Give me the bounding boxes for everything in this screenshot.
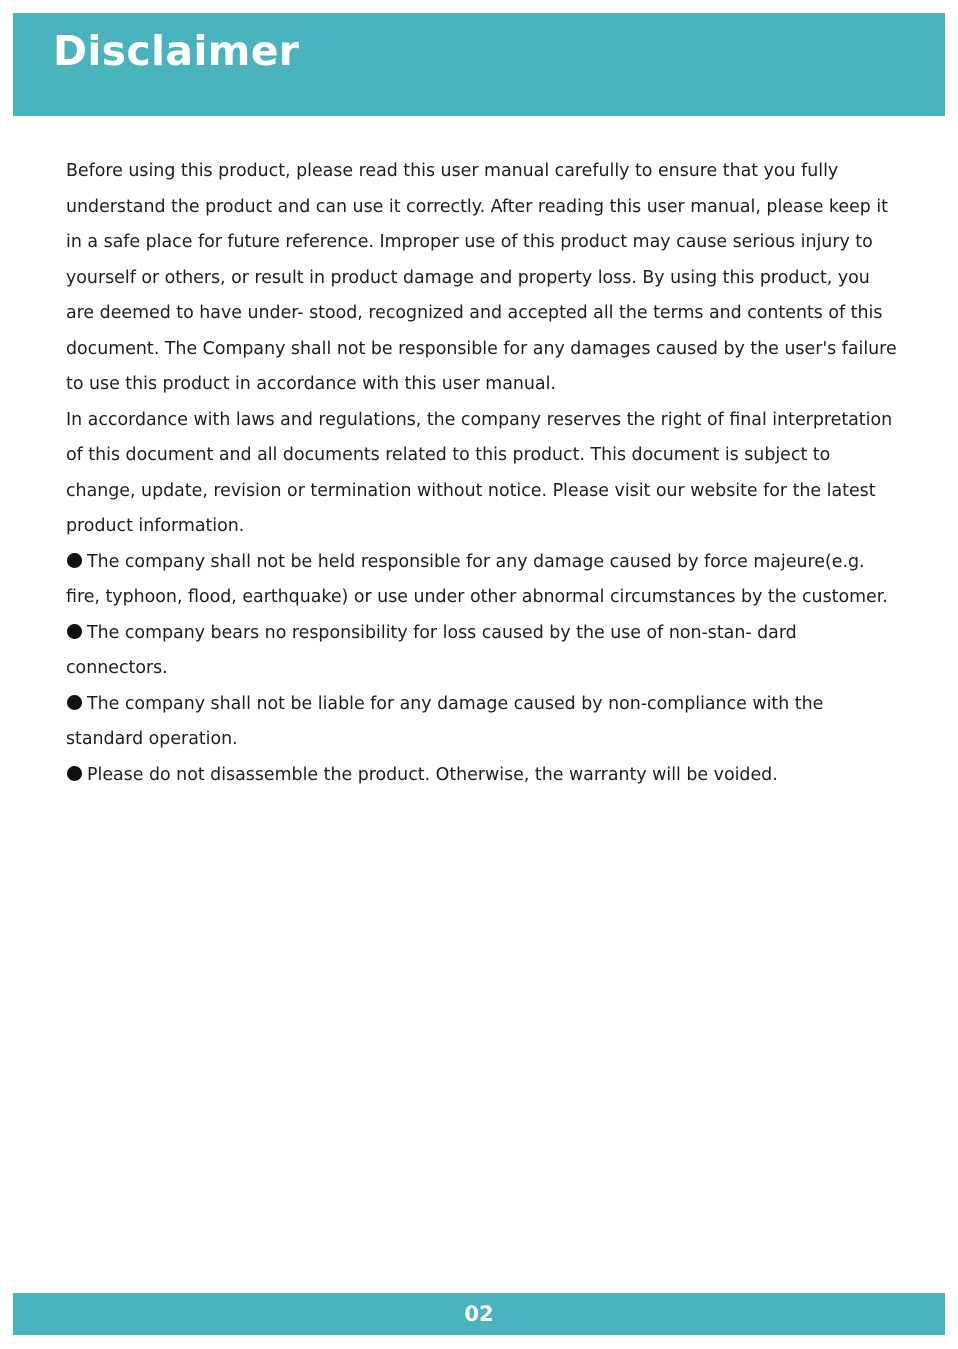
footer-band xyxy=(13,1293,945,1335)
disclaimer-body xyxy=(66,154,902,793)
bullet-text: The company shall not be held responsible for any damage caused by force majeure(e.g. fire, typhoon, flood, earthquake) or use under other abnormal circumstances by the customer. xyxy=(66,551,888,607)
bullet-dot-icon xyxy=(67,695,82,710)
bullet-dot-icon xyxy=(67,553,82,568)
page-title: Disclaimer xyxy=(53,27,300,75)
bullet-text: Please do not disassemble the product. Otherwise, the warranty will be voided. xyxy=(87,764,778,785)
bullet-dot-icon xyxy=(67,766,82,781)
page-number: 02 xyxy=(464,1302,494,1326)
bullet-item-warranty xyxy=(66,758,902,794)
bullet-item-connectors xyxy=(66,616,902,687)
bullet-dot-icon xyxy=(67,624,82,639)
bullet-text: The company bears no responsibility for loss caused by the use of non-stan- dard connectors. xyxy=(66,622,797,678)
paragraph-legal-rights: In accordance with laws and regulations, the company reserves the right of final interpretation of this document and all documents related to this product. This document is subject to change, update, revision or termination without notice. Please visit our website for the latest product information. xyxy=(66,409,893,536)
bullet-item-standard-operation xyxy=(66,687,902,758)
paragraph-usage-warning: Before using this product, please read this user manual carefully to ensure that you fully understand the product and can use it correctly. After reading this user manual, please keep it in a safe place for future reference. Improper use of this product may cause serious injury to yourself or others, or result in product damage and property loss. By using this product, you are deemed to have under- stood, recognized and accepted all the terms and contents of this document. The Company shall not be responsible for any damages caused by the user's failure to use this product in accordance with this user manual. xyxy=(66,161,897,394)
bullet-text: The company shall not be liable for any damage caused by non-compliance with the standard operation. xyxy=(66,693,824,749)
bullet-item-force-majeure xyxy=(66,545,902,616)
